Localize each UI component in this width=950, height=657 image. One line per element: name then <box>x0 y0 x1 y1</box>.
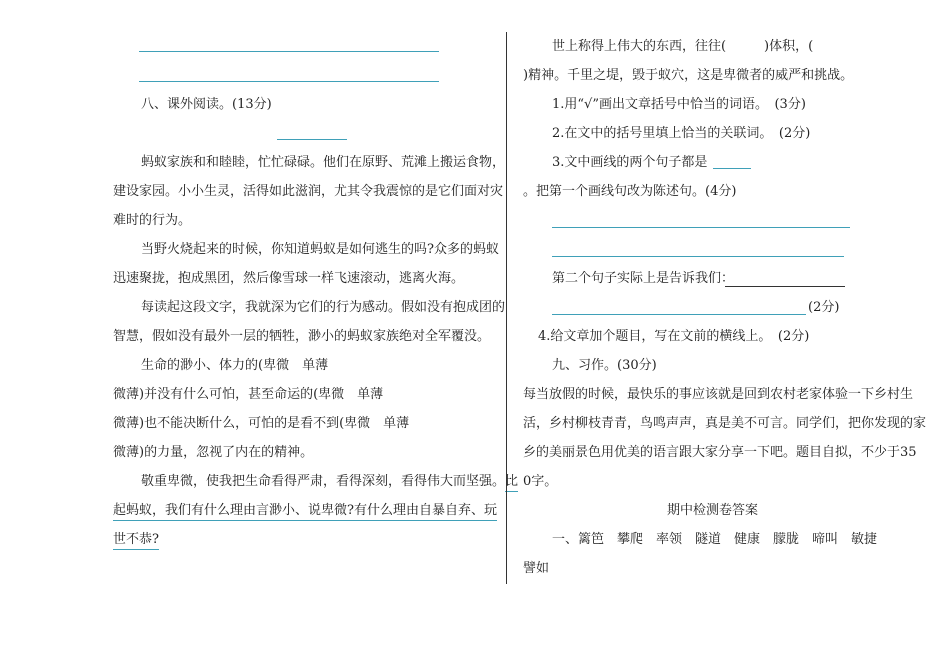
underlined-sentence-middle: 起蚂蚁，我们有什么理由言渺小、说卑微?有什么理由自暴自弃、玩 <box>113 503 497 521</box>
question-2: 2.在文中的括号里填上恰当的关联词。 (2分) <box>552 126 811 141</box>
essay-line-3: 乡的美丽景色用优美的语言跟大家分享一下吧。题目自拟，不少于35 <box>523 445 917 460</box>
question-3: 3.文中画线的两个句子都是 <box>552 155 708 170</box>
answer-line-1 <box>139 51 439 52</box>
continued-line-2: )精神。千里之堤，毁于蚁穴，这是卑微者的威严和挑战。 <box>523 68 854 83</box>
answer-line-2 <box>139 81 439 82</box>
answer-key-line-2: 譬如 <box>523 561 550 576</box>
second-sentence-blank <box>725 286 845 287</box>
column-divider <box>506 32 507 584</box>
question-3-second: 第二个句子实际上是告诉我们： <box>552 271 735 286</box>
answer-key-line-1: 一、篱笆 攀爬 率领 隧道 健康 朦胧 啼叫 敏捷 <box>552 532 878 547</box>
section-8-heading: 八、课外阅读。(13分) <box>141 97 272 112</box>
continued-line-1a: 世上称得上伟大的东西，往往( <box>552 39 727 54</box>
continued-line-1b: )体积，( <box>764 39 814 54</box>
para-4-line-3: 微薄)也不能决断什么，可怕的是看不到(卑微 单薄 <box>113 416 410 431</box>
rewrite-line-1 <box>552 227 850 228</box>
second-sentence-line <box>552 314 806 315</box>
para-5-line-1-text: 敬重卑微，使我把生命看得严肃，看得深刻，看得伟大而坚强。 <box>141 474 506 489</box>
essay-line-1: 每当放假的时候，最快乐的事应该就是回到农村老家体验一下乡村生 <box>523 387 914 402</box>
para-4-line-2: 微薄)并没有什么可怕，甚至命运的(卑微 单薄 <box>113 387 384 402</box>
underlined-sentence-end: 世不恭? <box>113 532 159 550</box>
para-1-line-1: 蚂蚁家族和和睦睦，忙忙碌碌。他们在原野、荒滩上搬运食物， <box>141 155 506 170</box>
para-4-line-1: 生命的渺小、体力的(卑微 单薄 <box>141 358 329 373</box>
question-3-score: (2分) <box>808 300 840 315</box>
essay-line-4: 0字。 <box>523 474 558 489</box>
title-blank-line <box>277 139 347 140</box>
section-9-heading: 九、习作。(30分) <box>552 358 657 373</box>
para-1-line-3: 难时的行为。 <box>113 213 192 228</box>
para-3-line-2: 智慧，假如没有最外一层的牺牲，渺小的蚂蚁家族绝对全军覆没。 <box>113 329 491 344</box>
para-4-line-4: 微薄)的力量，忽视了内在的精神。 <box>113 445 314 460</box>
para-2-line-2: 迅速聚拢，抱成黑团，然后像雪球一样飞速滚动，逃离火海。 <box>113 271 465 286</box>
essay-line-2: 活，乡村柳枝青青，鸟鸣声声，真是美不可言。同学们，把你发现的家 <box>523 416 927 431</box>
question-4: 4.给文章加个题目，写在文前的横线上。 (2分) <box>538 329 810 344</box>
answer-key-title: 期中检测卷答案 <box>667 503 759 518</box>
para-2-line-1: 当野火烧起来的时候，你知道蚂蚁是如何逃生的吗?众多的蚂蚁 <box>141 242 499 257</box>
para-3-line-1: 每读起这段文字，我就深为它们的行为感动。假如没有抱成团的 <box>141 300 506 315</box>
para-5-line-1 <box>141 474 518 490</box>
question-3-cont: 。把第一个画线句改为陈述句。(4分) <box>523 184 737 199</box>
question-3-blank <box>713 168 751 169</box>
para-1-line-2: 建设家园。小小生灵，活得如此滋润，尤其令我震惊的是它们面对灾 <box>113 184 504 199</box>
underlined-sentence-start: 比 <box>505 474 518 492</box>
para-5-line-3 <box>113 532 159 548</box>
para-5-line-2 <box>113 503 497 519</box>
question-1: 1.用“√”画出文章括号中恰当的词语。 (3分) <box>552 97 806 112</box>
rewrite-line-2 <box>552 256 844 257</box>
